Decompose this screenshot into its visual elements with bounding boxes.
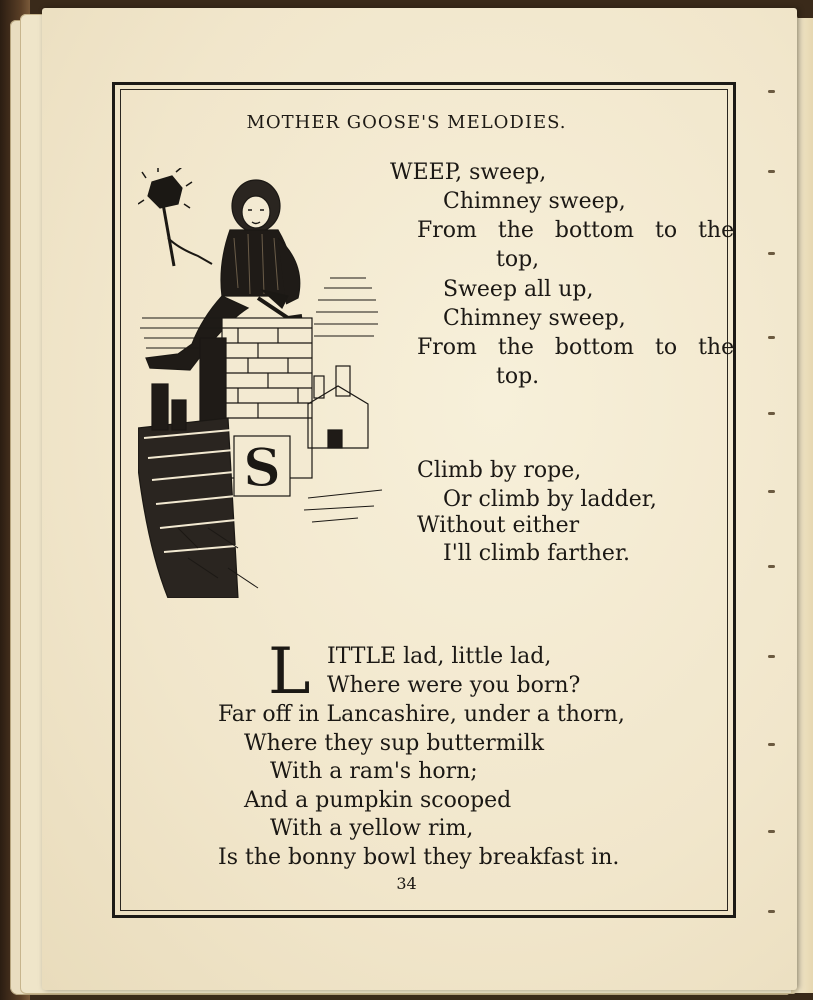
chimney-sweep-illustration [138,168,383,598]
thread-mark [768,170,775,173]
thread-mark [768,910,775,913]
running-header: MOTHER GOOSE'S MELODIES. [246,112,567,133]
thread-mark [768,565,775,568]
poem-line: From the bottom to the [417,218,735,243]
poem-line: Where they sup buttermilk [244,731,545,756]
poem-line: I'll climb farther. [443,541,631,566]
poem-line: From the bottom to the [417,335,735,360]
poem-line: With a ram's horn; [270,759,478,784]
poem-line: Chimney sweep, [443,189,626,214]
poem-line: WEEP, sweep, [390,160,547,185]
thread-mark [768,490,775,493]
drop-cap: L [268,635,311,709]
thread-mark [768,252,775,255]
thread-mark [768,90,775,93]
brush-icon [138,168,192,266]
poem-line: Sweep all up, [443,277,594,302]
poem-line: Where were you born? [327,673,581,698]
thread-mark [768,412,775,415]
poem-line: Climb by rope, [417,458,582,483]
poem-line: top. [496,364,540,389]
page-number: 34 [396,874,417,893]
thread-mark [768,655,775,658]
poem-line: ITTLE lad, little lad, [327,644,552,669]
poem-line: top, [496,247,540,272]
thread-mark [768,743,775,746]
illustrated-letter: S [243,438,281,499]
poem-line: Is the bonny bowl they breakfast in. [218,845,620,870]
poem-line: Or climb by ladder, [443,487,657,512]
poem-line: Far off in Lancashire, under a thorn, [218,702,625,727]
thread-mark [768,336,775,339]
poem-line: Without either [417,513,580,538]
thread-mark [768,830,775,833]
poem-line: With a yellow rim, [270,816,474,841]
poem-line: And a pumpkin scooped [244,788,512,813]
poem-line: Chimney sweep, [443,306,626,331]
